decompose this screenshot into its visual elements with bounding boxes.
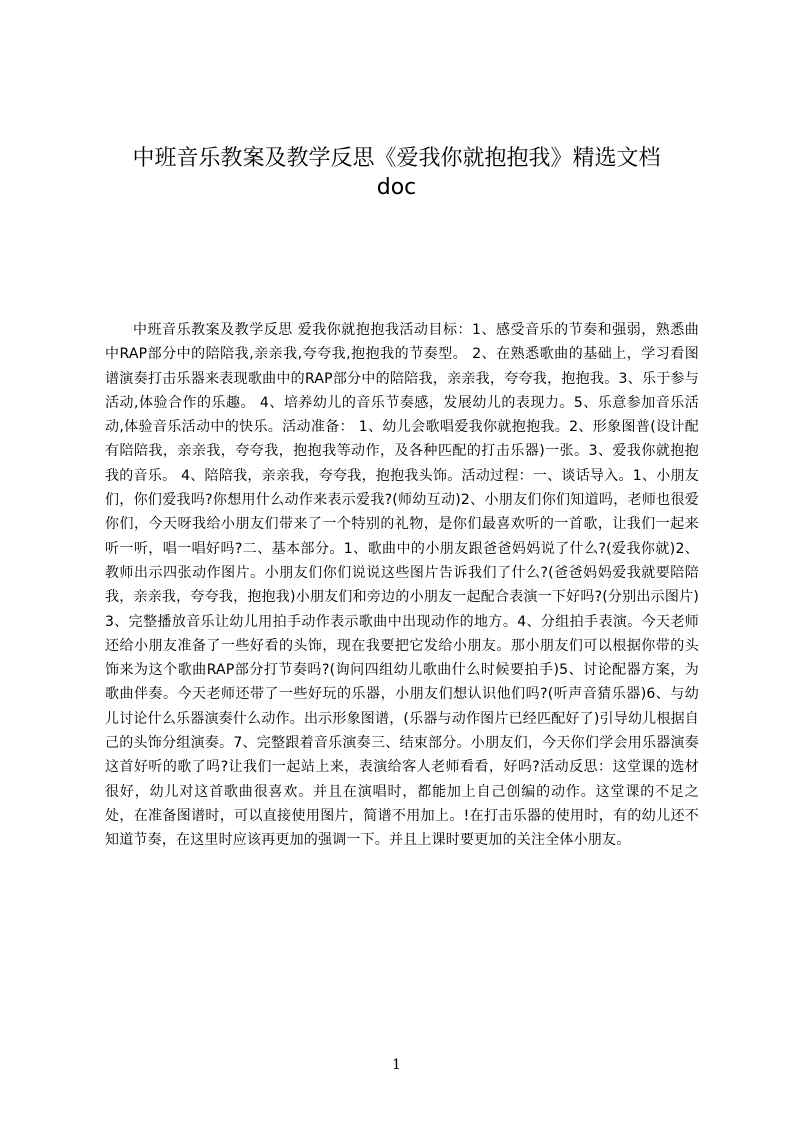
title-line-1: 中班音乐教案及教学反思《爱我你就抱抱我》精选文档 [132,146,661,171]
title-line-2: doc [376,175,417,200]
page-number: 1 [392,1057,401,1073]
document-body: 中班音乐教案及教学反思 爱我你就抱抱我活动目标：1、感受音乐的节奏和强弱，熟悉曲中RAP部分中的陪陪我,亲亲我,夸夸我,抱抱我的节奏型。 2、在熟悉歌曲的基础上，学习看图谱演奏打击乐器来表现歌曲中的RAP部分中的陪陪我，亲亲我，夸夸我，抱抱我。3、乐于参与活动,体验合作的乐趣。 4、培养幼儿的音乐节奏感，发展幼儿的表现力。5、乐意参加音乐活动,体验音乐活动中的快乐。活动准备： 1、幼儿会歌唱爱我你就抱抱我。2、形象图普(设计配有陪陪我，亲亲我，夸夸我，抱抱我等动作，及各种匹配的打击乐器)一张。3、爱我你就抱抱我的音乐。 4、陪陪我，亲亲我，夸夸我，抱抱我头饰。活动过程：一、谈话导入。1、小朋友们，你们爱我吗?你想用什么动作来表示爱我?(师幼互动)2、小朋友们你们知道吗，老师也很爱你们，今天呀我给小朋友们带来了一个特别的礼物，是你们最喜欢听的一首歌，让我们一起来听一听，唱一唱好吗?二、基本部分。1、歌曲中的小朋友跟爸爸妈妈说了什么?(爱我你就)2、教师出示四张动作图片。小朋友们你们说说这些图片告诉我们了什么?(爸爸妈妈爱我就要陪陪我，亲亲我，夸夸我，抱抱我)小朋友们和旁边的小朋友一起配合表演一下好吗?(分别出示图片)3、完整播放音乐让幼儿用拍手动作表示歌曲中出现动作的地方。4、分组拍手表演。今天老师还给小朋友准备了一些好看的头饰，现在我要把它发给小朋友。那小朋友们可以根据你带的头饰来为这个歌曲RAP部分打节奏吗?(询问四组幼儿歌曲什么时候要拍手)5、讨论配器方案，为歌曲伴奏。今天老师还带了一些好玩的乐器，小朋友们想认识他们吗?(听声音猜乐器)6、与幼儿讨论什么乐器演奏什么动作。出示形象图谱，(乐器与动作图片已经匹配好了)引导幼儿根据自己的头饰分组演奏。7、完整跟着音乐演奏三、结束部分。小朋友们，今天你们学会用乐器演奏这首好听的歌了吗?让我们一起站上来，表演给客人老师看看，好吗?活动反思：这堂课的选材很好，幼儿对这首歌曲很喜欢。并且在演唱时，都能加上自己创编的动作。这堂课的不足之处，在准备图谱时，可以直接使用图片，简谱不用加上。!在打击乐器的使用时，有的幼儿还不知道节奏，在这里时应该再更加的强调一下。并且上课时要更加的关注全体小朋友。 [105,322,699,849]
document-title [60,144,733,202]
